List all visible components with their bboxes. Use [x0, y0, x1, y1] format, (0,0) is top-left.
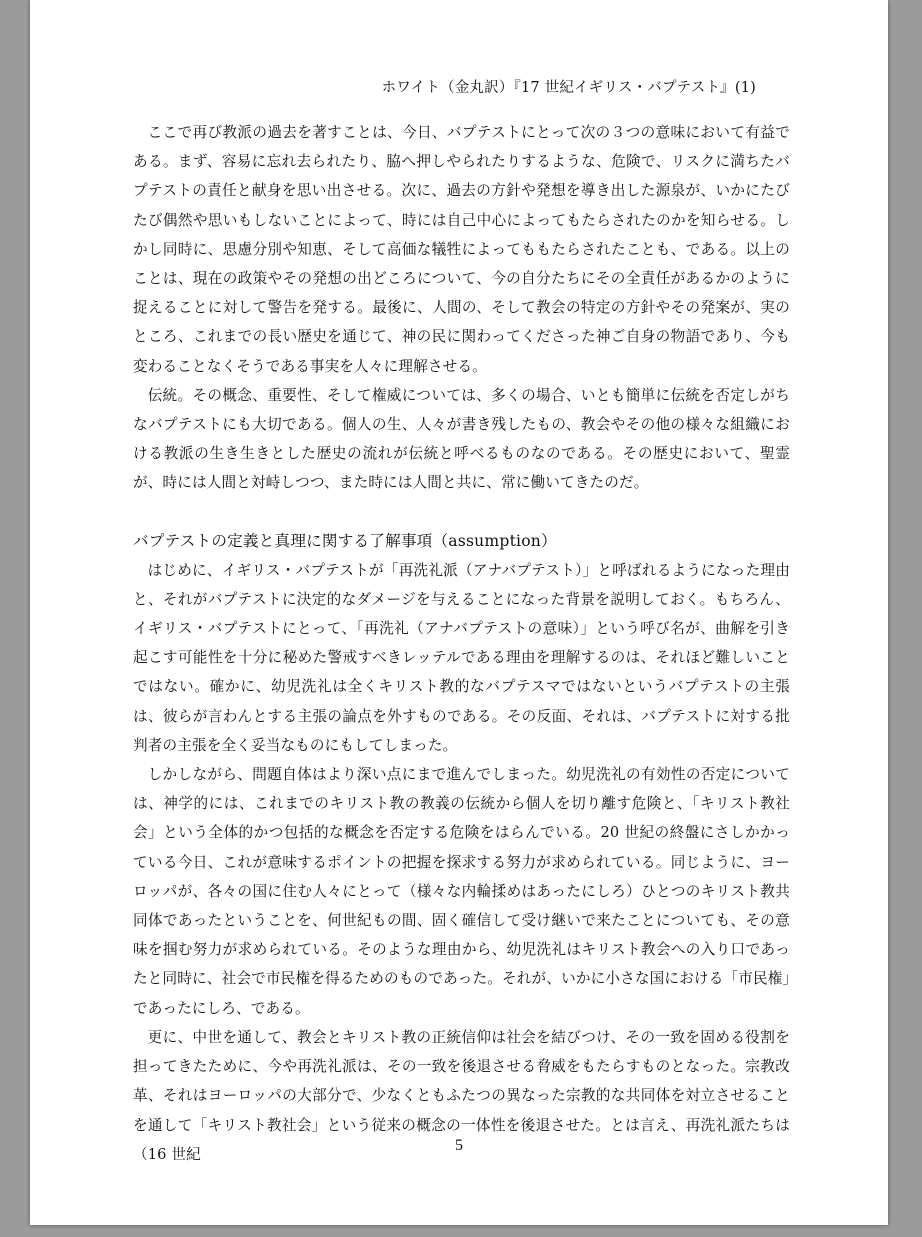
- running-header: ホワイト（金丸訳）『17 世紀イギリス・バプテスト』(1): [381, 80, 756, 96]
- section-heading: バプテストの定義と真理に関する了解事項（assumption）: [133, 531, 557, 550]
- document-page: [30, 0, 888, 1225]
- paragraph: 伝統。その概念、重要性、そして権威については、多くの場合、いとも簡単に伝統を否定しがちなバプテストにも大切である。個人の生、人々が書き残したもの、教会やその他の様々な組織における教派の生き生きとした歴史の流れが伝統と呼べるものなのである。その歴史において、聖霊が、時には人間と対峙しつつ、また時には人間と共に、常に働いてきたのだ。: [133, 386, 790, 492]
- paragraph: しかしながら、問題自体はより深い点にまで進んでしまった。幼児洗礼の有効性の否定については、神学的には、これまでのキリスト教の教義の伝統から個人を切り離す危険と、「キリスト教社会」という全体的かつ包括的な概念を否定する危険をはらんでいる。20 世紀の終盤にさしかかっている今日、これが意味するポイントの把握を探求する努力が求められている。同じように、ヨーロッパが、各々の国に住む人々にとって（様々な内輪揉めはあったにしろ）ひとつのキリスト教共同体であったということを、何世紀もの間、固く確信して受け継いで来たことについても、その意味を掴む努力が求められている。そのような理由から、幼児洗礼はキリスト教会への入り口であったと同時に、社会で市民権を得るためのものであった。それが、いかに小さな国における「市民権」であったにしろ、である。: [133, 766, 790, 1017]
- paragraph: はじめに、イギリス・バプテストが「再洗礼派（アナバプテスト）」と呼ばれるようになった理由と、それがバプテストに決定的なダメージを与えることになった背景を説明しておく。もちろん、イギリス・バプテストにとって、「再洗礼（アナバプテストの意味）」という呼び名が、曲解を引き起こす可能性を十分に秘めた警戒すべきレッテルである理由を理解するのは、それほど難しいことではない。確かに、幼児洗礼は全くキリスト教的なバプテスマではないというバプテストの主張は、彼らが言わんとする主張の論点を外すものである。その反面、それは、バプテストに対する批判者の主張を全く妥当なものにもしてしまった。: [133, 561, 790, 754]
- page-number: 5: [455, 1137, 463, 1154]
- paragraph: 更に、中世を通して、教会とキリスト教の正統信仰は社会を結びつけ、その一致を固める役割を担ってきたために、今や再洗礼派は、その一致を後退させる脅威をもたらすものとなった。宗教改革、それはヨーロッパの大部分で、少なくともふたつの異なった宗教的な共同体を対立させることを通して「キリスト教社会」という従来の概念の一体性を後退させた。とは言え、再洗礼派たちは（16 世紀: [133, 1028, 790, 1163]
- paragraph: ここで再び教派の過去を著すことは、今日、バプテストにとって次の３つの意味において有益である。まず、容易に忘れ去られたり、脇へ押しやられたりするような、危険で、リスクに満ちたバプテストの責任と献身を思い出させる。次に、過去の方針や発想を導き出した源泉が、いかにたびたび偶然や思いもしないことによって、時には自己中心によってもたらされたのかを知らせる。しかし同時に、思慮分別や知恵、そして高価な犠牲によってももたらされたことも、である。以上のことは、現在の政策やその発想の出どころについて、今の自分たちにその全責任があるかのように捉えることに対して警告を発する。最後に、人間の、そして教会の特定の方針やその発案が、実のところ、これまでの長い歴史を通じて、神の民に関わってくださった神ご自身の物語であり、今も変わることなくそうである事実を人々に理解させる。: [133, 124, 790, 375]
- page-body: [133, 118, 790, 1169]
